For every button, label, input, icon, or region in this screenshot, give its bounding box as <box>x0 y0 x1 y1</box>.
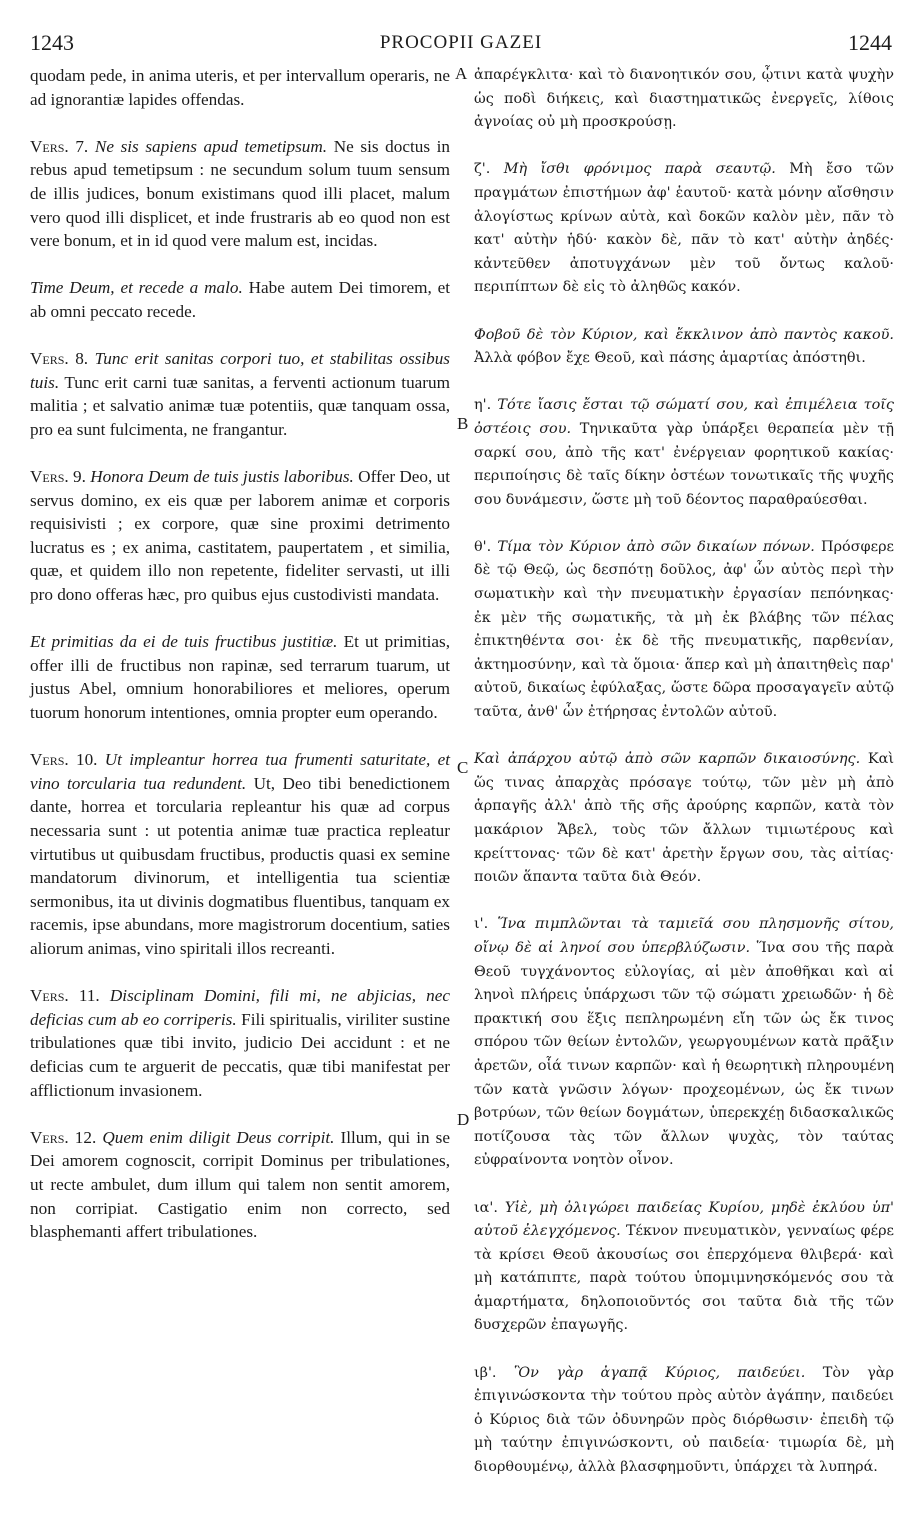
latin-paragraph-gap <box>30 442 450 466</box>
verse-quotation: Καὶ ἀπάρχου αὐτῷ ἀπὸ σῶν καρπῶν δικαιοσύνης. <box>474 751 861 768</box>
commentary-text: Habe autem Dei timorem, et ab omni peccato recede. <box>30 278 451 321</box>
verse-number: Vers. 9. <box>30 467 86 487</box>
commentary-text: Τηνικαῦτα γὰρ ὑπάρξει θεραπεία μὲν τῇ σαρκί σου, ἀπὸ τῆς κατ' ἐνέργειαν φορητικοῦ κακίας· περιποίησις δὲ ταῖς δίκην ὀστέων τονωτικαῖς τῆς ψυχῆς σου δυνάμεσιν, ὥστε μὴ τοῦ δέοντος παραθραύεσθαι. <box>474 420 895 508</box>
latin-paragraph-gap <box>30 725 450 749</box>
verse-quotation: Ne sis sapiens apud temetipsum. <box>94 136 328 156</box>
greek-paragraph-gap <box>474 512 894 536</box>
latin-paragraph <box>30 1126 450 1244</box>
greek-paragraph <box>474 748 894 890</box>
latin-paragraph <box>30 984 450 1102</box>
greek-paragraph-gap <box>474 371 894 395</box>
greek-paragraph <box>474 1362 894 1480</box>
verse-quotation: Μὴ ἴσθι φρόνιμος παρὰ σεαυτῷ. <box>503 161 776 178</box>
greek-paragraph-gap <box>474 1173 894 1197</box>
commentary-text: Ἵνα σου τῆς παρὰ Θεοῦ τυγχάνοντος εὐλογίας, αἱ μὲν ἀποθῆκαι καὶ αἱ ληνοὶ πλήρεις ὑπάρχωσι τῶν τῷ σώματι χρειωδῶν· ἡ δὲ πρακτική σου ἕξις πεπληρωμένη εἴη τῶν ὡς ἔκ τινος σπόρου τῶν θείων ἐντολῶν, γεωργουμένων κατὰ πρᾶξιν ἀρετῶν, οἷά τινων καρπῶν· καὶ ἡ θεωρητικὴ πληρουμένη τῶν κατὰ γνῶσιν λόγων· προχεομένων, ὡς ἔκ τινων βοτρύων, τῶν θείων δογμάτων, ὑπερεκχέῃ διδασκαλικῶς ποτίζουσα τὰς τῶν ἄλλων ψυχὰς, τὸν ταύτας εὐφραίνοντα νοητὸν οἶνον. <box>474 939 895 1169</box>
commentary-text: ἀπαρέγκλιτα· καὶ τὸ διανοητικόν σου, ᾧτινι κατὰ ψυχὴν ὡς ποδὶ διήκεις, καὶ διαστηματικῶς ἐνεργεῖς, λίθοις ἀγνοίας οὐ μὴ προσκρούσῃ. <box>474 67 894 131</box>
verse-quotation: Φοβοῦ δὲ τὸν Κύριον, καὶ ἔκκλινον ἀπὸ παντὸς κακοῦ. <box>474 326 894 343</box>
commentary-text: Offer Deo, ut servus domino, ex eis quæ per laborem animæ et corporis requisivisti ; ex corpore, quæ sine proximi detrimento lucratus es ; ex anima, castitatem, paupertatem , et similia, quæ, et quidem illo non repetente, fideliter servasti, ut illi pro dono offeras hæc, pro quibus ejus custodivisti mandata. <box>30 467 450 605</box>
latin-paragraph <box>30 465 450 607</box>
commentary-text: Et ut primitias, offer illi de fructibus non rapinæ, sed terrarum tuarum, ut justus Abel, omnium honorabiliores et meliores, operum tuorum honorum intentiones, omnia propter eum operando. <box>30 632 451 723</box>
margin-marker-d: D <box>457 1110 470 1129</box>
latin-paragraph-gap <box>30 324 450 348</box>
verse-number: Vers. 11. <box>30 986 100 1006</box>
commentary-text: Ἀλλὰ φόβον ἔχε Θεοῦ, καὶ πάσης ἁμαρτίας ἀπόστηθι. <box>474 350 866 367</box>
greek-paragraph <box>474 536 894 725</box>
verse-quotation: Ut impleantur horrea tua frumenti saturitate, et vino torcularia tua redundent. <box>30 750 451 793</box>
page-title: PROCOPII GAZEI <box>379 32 543 53</box>
greek-paragraph <box>474 1197 894 1339</box>
verse-quotation: Υἱὲ, μὴ ὀλιγώρει παιδείας Κυρίου, μηδὲ ἐκλύου ὑπ' αὐτοῦ ἐλεγχόμενος. <box>474 1199 895 1240</box>
verse-quotation: Quem enim diligit Deus corripit. <box>102 1127 335 1147</box>
commentary-text: Τὸν γὰρ ἐπιγινώσκοντα τὴν τούτου πρὸς αὐτὸν ἀγάπην, παιδεύει ὁ Κύριος διὰ τῶν ὀδυνηρῶν πρὸς διόρθωσιν· ἐπειδὴ τῷ μὴ ταύτην ἐπιγινώσκοντι, οὐ παιδεία· τιμωρία δὲ, μὴ διορθουμένῳ, ἀλλὰ βλασφημοῦντι, ὑπάρχει τὰ λυπηρά. <box>474 1364 894 1476</box>
latin-paragraph-gap <box>30 1102 450 1126</box>
latin-paragraph <box>30 748 450 960</box>
verse-quotation: Tunc erit sanitas corpori tuo, et stabilitas ossibus tuis. <box>30 349 450 392</box>
verse-number: Vers. 10. <box>30 750 98 770</box>
verse-quotation: Disciplinam Domini, fili mi, ne abjicias, nec deficias cum ab eo corriperis. <box>30 986 451 1029</box>
commentary-text: Fili spiritualis, viriliter sustine tribulationes quæ tibi invito, judicio Dei accidunt : et ne deficias cum te arguerit de peccatis, quæ tibi manifestat per afflictionum invasionem. <box>30 1009 451 1100</box>
commentary-text: quodam pede, in anima uteris, et per intervallum operaris, ne ad ignorantiæ lapides offendas. <box>30 66 450 109</box>
margin-marker-c: C <box>457 758 469 777</box>
latin-paragraph <box>30 135 450 253</box>
greek-paragraph-gap <box>474 1338 894 1362</box>
greek-paragraph <box>474 158 894 300</box>
latin-paragraph <box>30 64 450 111</box>
verse-number: Vers. 12. <box>30 1127 97 1147</box>
greek-paragraph <box>474 64 894 135</box>
commentary-text: Τέκνον πνευματικὸν, γενναίως φέρε τὰ κρίσει Θεοῦ ἀκουσίως σοι ἐπερχόμενα θλιβερά· καὶ μὴ κατάπιπτε, παρὰ τούτου ὑπομιμνησκόμενός σου τὰ ἁμαρτήματα, δηλοποιοῦντός σοι ταῦτα διὰ τῆς τῶν δυσχερῶν ἐπαγωγῆς. <box>474 1223 895 1334</box>
greek-paragraph <box>474 913 894 1173</box>
verse-quotation: Ἵνα πιμπλῶνται τὰ ταμιεῖά σου πλησμονῆς σίτου, οἴνῳ δὲ αἱ ληνοί σου ὑπερβλύζωσιν. <box>474 916 894 956</box>
page-header <box>30 30 892 60</box>
latin-column <box>30 64 450 1244</box>
verse-number: θ'. <box>474 538 492 555</box>
greek-paragraph <box>474 324 894 371</box>
margin-marker-a: A <box>455 64 468 83</box>
latin-paragraph-gap <box>30 961 450 985</box>
verse-number: ιβ'. <box>474 1364 497 1381</box>
verse-number: ι'. <box>474 916 489 933</box>
commentary-text: Tunc erit carni tuæ sanitas, a ferventi actionum tuarum malitia ; et salvatio animæ tuæ potentiis, quæ tanquam ossa, pro ea sunt fulcimenta, ne frangantur. <box>30 372 450 439</box>
verse-quotation: Ὃν γὰρ ἀγαπᾷ Κύριος, παιδεύει. <box>513 1364 806 1381</box>
commentary-text: Πρόσφερε δὲ τῷ Θεῷ, ὡς δεσπότῃ δοῦλος, ἀφ' ὧν αὐτὸς περὶ τὴν σωματικὴν καὶ τὴν πνευματικὴν ἐργασίαν πεπόνηκας· ἐκ μὲν τῆς σωματικῆς, τὰ μὴ ἐκ βλάβης τῶν πέλας ἐπικτηθέντα σοι· ἐκ δὲ τῆς πνευματικῆς, παρθενίαν, ἀκτημοσύνην, καὶ τὰ ὅμοια· ἅπερ καὶ μὴ ἀπαιτηθεὶς παρ' αὐτοῦ, δικαίως ἐφύλαξας, ὥστε δῶρα προσαγαγεῖν αὐτῷ ταῦτα, ἀνθ' ὧν ἐτήρησας ἐντολῶν αὐτοῦ. <box>474 538 894 721</box>
right-column-number: 1244 <box>848 30 892 55</box>
left-column-number: 1243 <box>30 30 74 55</box>
latin-paragraph <box>30 347 450 441</box>
latin-paragraph-gap <box>30 253 450 277</box>
latin-paragraph <box>30 630 450 724</box>
verse-number: ια'. <box>474 1199 498 1216</box>
commentary-text: Illum, qui in se Dei amorem cognoscit, corripit Dominus per tribulationes, ut recte ambulet, dum illum qui talem non sentit amorem, non corripiat. Castigatio enim non correcto, sed blasphemanti affert tribulationes. <box>30 1127 450 1242</box>
verse-number: Vers. 8. <box>30 349 89 369</box>
commentary-text: Ut, Deo tibi benedictionem dante, horrea et torcularia repleantur his quæ ad corpus necessaria sunt : ut potentia animæ tuæ practica repleatur virtutibus ut quibusdam fructibus, productis quasi ex semine mandatorum divinorum, et intelligentia tua scientiæ sermonibus, ita ut divinis dogmatibus fluentibus, tanquam ex racemis, ipse abundans, more magistrorum docentium, saties aliorum animas, vino spiritali illos recreanti. <box>30 773 450 958</box>
greek-paragraph-gap <box>474 300 894 324</box>
verse-quotation: Honora Deum de tuis justis laboribus. <box>90 467 354 487</box>
verse-number: ζ'. <box>474 161 491 178</box>
verse-quotation: Τίμα τὸν Κύριον ἀπὸ σῶν δικαίων πόνων. <box>497 538 815 555</box>
greek-paragraph-gap <box>474 890 894 914</box>
greek-paragraph-gap <box>474 725 894 749</box>
commentary-text: Ne sis doctus in rebus apud temetipsum : ne secundum solum tuum sensum de illis judices, bonum existimans quod illi placet, malum vero quod illi displicet, et inde frustraris ab eo quod non est vere bonum, et in id quod vere malum est, incidas. <box>30 136 451 251</box>
commentary-text: Καὶ ὥς τινας ἀπαρχὰς πρόσαγε τούτῳ, τῶν μὲν μὴ ἀπὸ ἁρπαγῆς ἀλλ' ἀπὸ τῆς σῆς ἀρούρης καρπῶν, κατὰ τὸν μακάριον Ἄβελ, τοὺς τῶν ἄλλων τιμιωτέρους καὶ κρείττονας· τῶν δὲ κατ' ἀρετὴν ἔργων σου, τὰς αἰτίας· ποιῶν ἅπαντα ταῦτα διὰ Θεόν. <box>474 751 895 886</box>
verse-quotation: Τότε ἴασις ἔσται τῷ σώματί σου, καὶ ἐπιμέλεια τοῖς ὀστέοις σου. <box>474 397 894 437</box>
latin-paragraph-gap <box>30 607 450 631</box>
margin-marker-b: B <box>457 414 469 433</box>
verse-quotation: Et primitias da ei de tuis fructibus justitiæ. <box>30 632 338 652</box>
latin-paragraph-gap <box>30 111 450 135</box>
greek-paragraph-gap <box>474 135 894 159</box>
greek-column <box>474 64 894 1480</box>
commentary-text: Μὴ ἔσο τῶν πραγμάτων ἐπιστήμων ἀφ' ἑαυτοῦ· κατὰ μόνην αἴσθησιν ἀλογίστως κρίνων αὐτὰ, καὶ δοκῶν καλὸν μὲν, πᾶν τὸ κατ' αὐτὴν ἡδύ· κακὸν δὲ, πᾶν τὸ κατ' αὐτὴν ἀηδές· κἀντεῦθεν ἀποτυγχάνων μὲν τοῦ ὄντως καλοῦ· περιπίπτων δὲ εἰς τὸ ἀληθῶς κακόν. <box>474 161 894 296</box>
verse-number: Vers. 7. <box>30 136 89 156</box>
verse-number: η'. <box>474 397 492 414</box>
verse-quotation: Time Deum, et recede a malo. <box>30 278 243 298</box>
latin-paragraph <box>30 276 450 323</box>
greek-paragraph <box>474 394 894 512</box>
